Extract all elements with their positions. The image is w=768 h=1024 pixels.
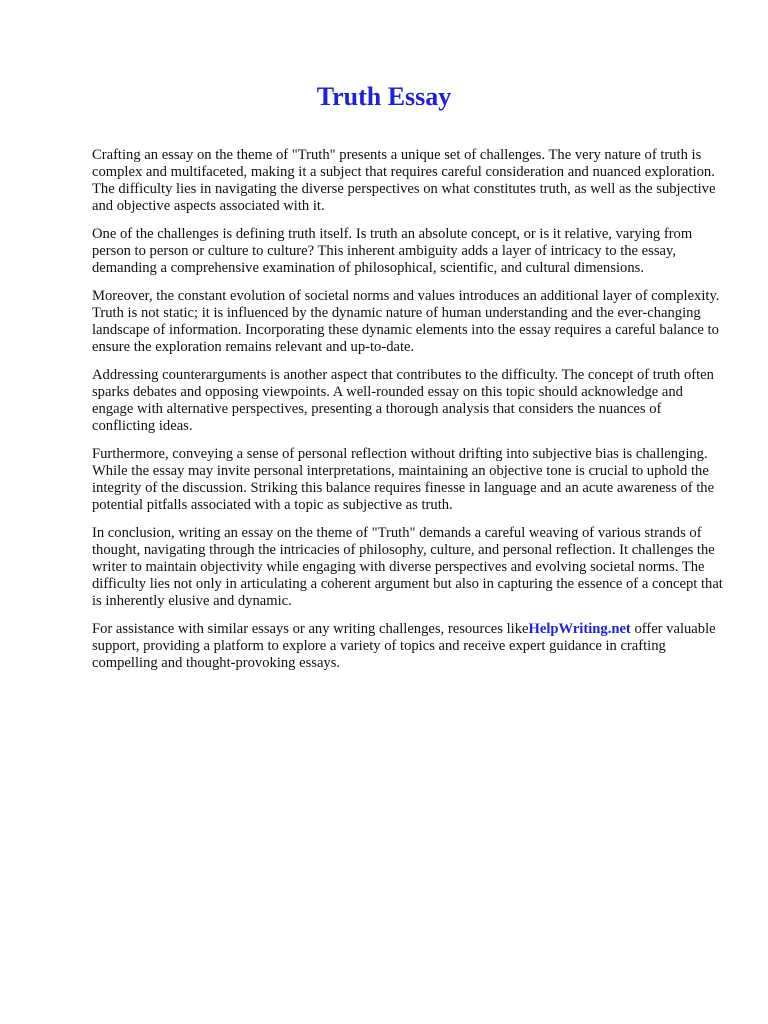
paragraph-5: Furthermore, conveying a sense of personal reflection without drifting into subjective bias is challenging. While the essay may invite personal interpretations, maintaining an objective tone is crucial to uphold the integrity of the discussion. Striking this balance requires finesse in language and an acute awareness of the potential pitfalls associated with a topic as subjective as truth. <box>92 446 715 513</box>
closing-text-after-link: offer valuable support, providing a platform to explore a variety of topics and receive expert guidance in crafting compelling and thought-provoking essays. <box>92 621 716 671</box>
paragraph-6: In conclusion, writing an essay on the theme of "Truth" demands a careful weaving of various strands of thought, navigating through the intricacies of philosophy, culture, and personal reflection. It challenges the writer to maintain objectivity while engaging with diverse perspectives and evolving societal norms. The difficulty lies not only in articulating a coherent argument but also in capturing the essence of a concept that is inherently elusive and dynamic. <box>92 525 723 609</box>
essay-body <box>92 147 724 683</box>
page-title: Truth Essay <box>316 82 452 111</box>
paragraph-1: Crafting an essay on the theme of "Truth" presents a unique set of challenges. The very nature of truth is complex and multifaceted, making it a subject that requires careful consideration and nuanced exploration. The difficulty lies in navigating the diverse perspectives on what constitutes truth, as well as the subjective and objective aspects associated with it. <box>92 147 716 214</box>
paragraph-2: One of the challenges is defining truth itself. Is truth an absolute concept, or is it relative, varying from person to person or culture to culture? This inherent ambiguity adds a layer of intricacy to the essay, demanding a comprehensive examination of philosophical, scientific, and cultural dimensions. <box>92 226 693 276</box>
closing-text-before-link: For assistance with similar essays or any writing challenges, resources like <box>92 621 529 637</box>
paragraph-4: Addressing counterarguments is another aspect that contributes to the difficulty. The concept of truth often sparks debates and opposing viewpoints. A well-rounded essay on this topic should acknowledge and engage with alternative perspectives, presenting a thorough analysis that considers the nuances of conflicting ideas. <box>92 367 714 434</box>
closing-paragraph <box>92 621 724 672</box>
paragraph-3: Moreover, the constant evolution of societal norms and values introduces an additional layer of complexity. Truth is not static; it is influenced by the dynamic nature of human understanding and the ever-changing landscape of information. Incorporating these dynamic elements into the essay requires a careful balance to ensure the exploration remains relevant and up-to-date. <box>92 288 720 355</box>
helpwriting-link[interactable]: HelpWriting.net <box>528 621 631 637</box>
